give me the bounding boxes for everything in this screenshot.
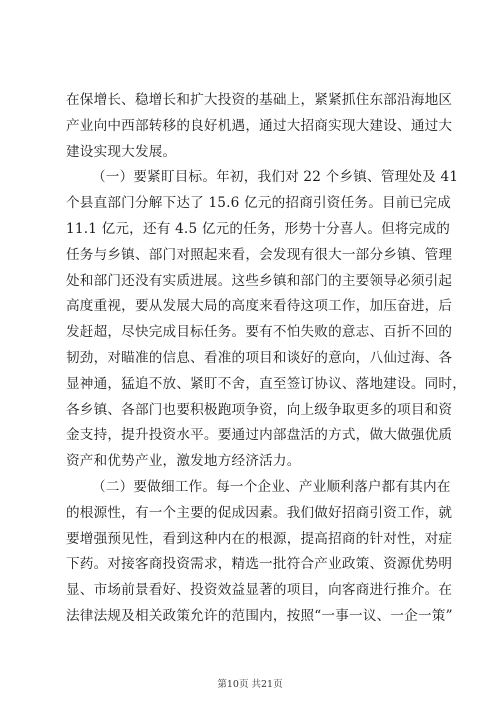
text-line: 的根源性，有一个主要的促成因素。我们做好招商引资工作，就 <box>66 504 453 521</box>
text-line: 在保增长、稳增长和扩大投资的基础上，紧紧抓住东部沿海地区 <box>66 92 453 108</box>
text-line: 资产和优势产业，激发地方经济活力。 <box>66 453 301 470</box>
text-line: 任务与乡镇、部门对照起来看，会发现有很大一部分乡镇、管理 <box>66 246 453 263</box>
text-line: 显、市场前景看好、投资效益显著的项目，向客商进行推介。在 <box>66 582 453 599</box>
text-line: 建设实现大发展。 <box>66 143 177 160</box>
text-line: 11.1 亿元，还有 4.5 亿元的任务，形势十分喜人。但将完成的 <box>66 220 451 237</box>
text-line: 要增强预见性，看到这种内在的根源，提高招商的针对性，对症 <box>66 530 453 547</box>
text-line: 处和部门还没有实质进展。这些乡镇和部门的主要领导必须引起 <box>66 272 453 289</box>
text-line: 个县直部门分解下达了 15.6 亿元的招商引资任务。目前已完成 <box>66 195 451 212</box>
text-line: 产业向中西部转移的良好机遇，通过大招商实现大建设、通过大 <box>66 117 453 134</box>
page-number-footer: 第10页 共21页 <box>217 679 283 690</box>
text-line: 各乡镇、各部门也要积极跑项争资，向上级争取更多的项目和资 <box>66 401 453 418</box>
body-text <box>66 88 467 630</box>
text-line: 金支持，提升投资水平。要通过内部盘活的方式，做大做强优质 <box>66 427 453 444</box>
paragraph-heading-line: （二）要做细工作。每一个企业、产业顺利落户都有其内在 <box>92 478 451 495</box>
text-line: 法律法规及相关政策允许的范围内，按照“一事一议、一企一策” <box>66 607 453 624</box>
text-line: 高度重视，要从发展大局的高度来看待这项工作，加压奋进，后 <box>66 298 453 315</box>
text-line: 发赶超，尽快完成目标任务。要有不怕失败的意志、百折不回的 <box>66 324 453 341</box>
text-line: 下药。对接客商投资需求，精选一批符合产业政策、资源优势明 <box>66 556 453 573</box>
text-line: 显神通，猛追不放、紧盯不舍，直至签订协议、落地建设。同时， <box>66 375 467 392</box>
text-line: 韧劲，对瞄准的信息、看准的项目和谈好的意向，八仙过海、各 <box>66 349 453 366</box>
paragraph-heading-line: （一）要紧盯目标。年初，我们对 22 个乡镇、管理处及 41 <box>92 169 459 186</box>
